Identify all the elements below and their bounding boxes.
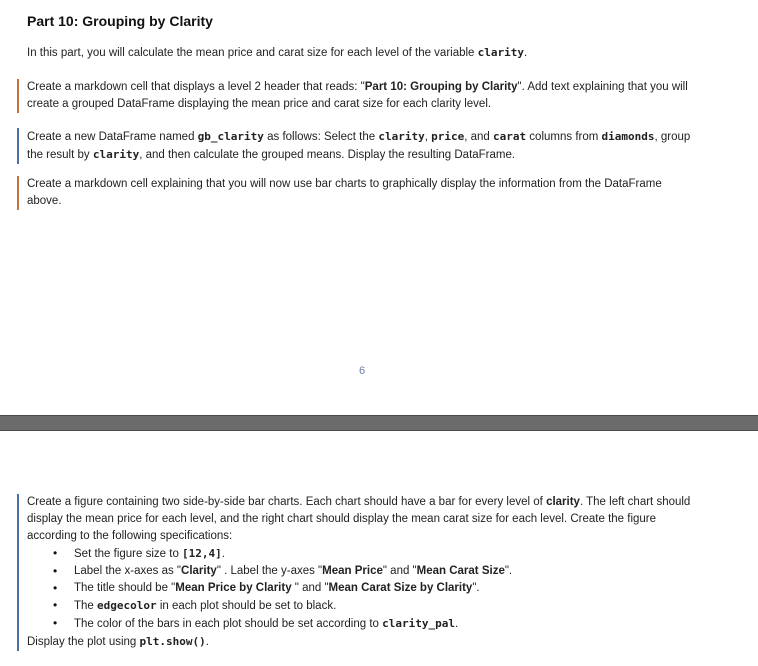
spec3-text-a: The title should be " bbox=[74, 582, 176, 594]
task4-clarity: clarity bbox=[546, 496, 580, 508]
task-bar-chart-figure bbox=[17, 494, 707, 651]
spec3-title-carat: Mean Carat Size by Clarity bbox=[328, 582, 473, 594]
final-end: . bbox=[205, 636, 209, 648]
final-text: Display the plot using bbox=[27, 636, 140, 648]
spec-list bbox=[27, 545, 707, 633]
document-page-2 bbox=[0, 431, 758, 666]
intro-code: clarity bbox=[477, 46, 525, 59]
spec5-end: . bbox=[455, 618, 459, 630]
spec2-mean-price: Mean Price bbox=[322, 565, 383, 577]
task2-code-clarity: clarity bbox=[378, 130, 425, 143]
task4-final bbox=[27, 633, 707, 651]
spec1-text: Set the figure size to bbox=[74, 548, 183, 560]
spec3-end: ". bbox=[472, 582, 480, 594]
task2-text-f: , group the result by bbox=[27, 131, 691, 161]
task1-text-c: ". Add text explaining that you will create a grouped DataFrame displaying the mean price and carat size for each clarity level. bbox=[27, 81, 688, 110]
spec4-code: edgecolor bbox=[97, 599, 157, 612]
spec3-text-c: " and " bbox=[291, 582, 329, 594]
section-heading: Part 10: Grouping by Clarity bbox=[27, 13, 213, 29]
task2-code-gb-clarity: gb_clarity bbox=[197, 130, 264, 143]
task2-text-a: Create a new DataFrame named bbox=[27, 131, 198, 143]
spec1-code: [12,4] bbox=[182, 547, 222, 560]
task2-text-c: , bbox=[424, 131, 432, 143]
intro-text: In this part, you will calculate the mean price and carat size for each level of the variable bbox=[27, 47, 478, 59]
page-number: 6 bbox=[359, 365, 366, 377]
spec1-end: . bbox=[221, 548, 225, 560]
spec4-text-a: The bbox=[74, 600, 98, 612]
spec2-text-a: Label the x-axes as " bbox=[74, 565, 182, 577]
task1-text-a: Create a markdown cell that displays a level 2 header that reads: " bbox=[27, 81, 365, 93]
task-markdown-header bbox=[17, 79, 697, 113]
task2-code-carat: carat bbox=[492, 130, 527, 143]
spec-figure-size bbox=[27, 545, 707, 563]
task-groupby-dataframe bbox=[17, 128, 697, 164]
task4-text-c: . The left chart should display the mean price for each level, and the right chart should display the mean carat size for each level. Create the figure according to the following specifications: bbox=[27, 496, 691, 542]
spec5-code: clarity_pal bbox=[382, 617, 455, 630]
spec2-clarity: Clarity bbox=[181, 565, 217, 577]
spec2-text-c: " . Label the y-axes " bbox=[216, 565, 323, 577]
task4-intro bbox=[27, 494, 707, 545]
task2-text-b: as follows: Select the bbox=[263, 131, 379, 143]
task2-code-diamonds: diamonds bbox=[601, 130, 655, 143]
spec-titles bbox=[27, 580, 707, 597]
spec-bar-color bbox=[27, 615, 707, 633]
task4-text-a: Create a figure containing two side-by-side bar charts. Each chart should have a bar for every level of bbox=[27, 496, 547, 508]
final-code: plt.show() bbox=[139, 635, 206, 648]
spec5-text-a: The color of the bars in each plot should be set according to bbox=[74, 618, 383, 630]
task-markdown-barcharts: Create a markdown cell explaining that you will now use bar charts to graphically display the information from the DataFrame above. bbox=[17, 176, 697, 210]
task2-text-e: columns from bbox=[526, 131, 602, 143]
spec3-title-price: Mean Price by Clarity bbox=[175, 582, 292, 594]
task2-text-g: , and then calculate the grouped means. Display the resulting DataFrame. bbox=[139, 149, 516, 161]
intro-paragraph bbox=[27, 46, 527, 59]
spec2-mean-carat: Mean Carat Size bbox=[416, 565, 505, 577]
spec2-text-e: " and " bbox=[382, 565, 417, 577]
spec-axis-labels bbox=[27, 563, 707, 580]
spec4-text-b: in each plot should be set to black. bbox=[156, 600, 337, 612]
intro-end: . bbox=[524, 47, 528, 59]
task1-header-text: Part 10: Grouping by Clarity bbox=[364, 81, 518, 93]
task2-code-price: price bbox=[431, 130, 465, 143]
spec-edgecolor bbox=[27, 597, 707, 615]
page-separator bbox=[0, 415, 758, 431]
task2-text-d: , and bbox=[464, 131, 493, 143]
task2-code-clarity-2: clarity bbox=[92, 148, 140, 161]
spec2-end: ". bbox=[504, 565, 513, 577]
